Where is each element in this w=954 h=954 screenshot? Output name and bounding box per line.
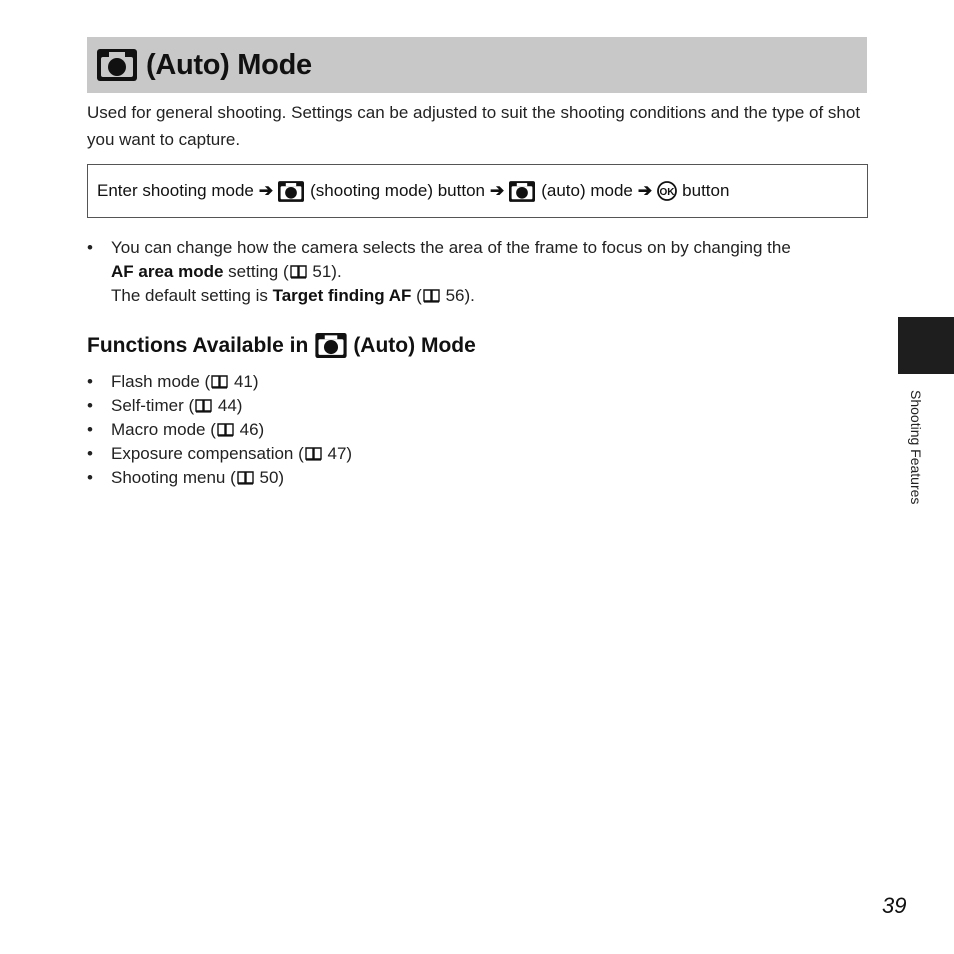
function-label: Macro mode ( <box>111 420 216 439</box>
ok-button-icon <box>657 181 677 201</box>
function-label: Shooting menu ( <box>111 468 236 487</box>
title-bar <box>87 37 867 93</box>
af-area-mode-term: AF area mode <box>111 262 224 281</box>
book-reference-icon <box>423 288 440 303</box>
bullet-dot: • <box>87 396 93 415</box>
af-note-line1: You can change how the camera selects the area of the frame to focus on by changing the <box>111 238 791 257</box>
function-label: Exposure compensation ( <box>111 444 304 463</box>
bullet-dot: • <box>87 420 93 439</box>
book-reference-icon <box>305 446 322 461</box>
list-item <box>87 236 877 308</box>
function-label: Self-timer ( <box>111 396 195 415</box>
arrow-right-icon: ➔ <box>258 181 274 200</box>
target-finding-af-term: Target finding AF <box>272 286 412 305</box>
list-item <box>87 466 352 490</box>
nav-step-enter-shooting-mode: Enter shooting mode <box>97 181 254 200</box>
list-item <box>87 394 352 418</box>
arrow-right-icon: ➔ <box>637 181 653 200</box>
book-reference-icon <box>195 398 212 413</box>
af-note-default: The default setting is <box>111 286 268 305</box>
function-page-ref[interactable]: 46) <box>239 420 265 439</box>
nav-step-shooting-mode-button: (shooting mode) button <box>310 181 485 200</box>
function-label: Flash mode ( <box>111 372 211 391</box>
functions-list <box>87 370 352 490</box>
svg-text:OK: OK <box>659 187 675 198</box>
camera-icon <box>97 49 137 81</box>
af-area-note <box>87 236 877 308</box>
function-page-ref[interactable]: 41) <box>233 372 259 391</box>
function-page-ref[interactable]: 44) <box>217 396 243 415</box>
nav-step-ok-button: button <box>682 181 730 200</box>
section-heading <box>87 333 476 358</box>
book-reference-icon <box>211 374 228 389</box>
page-number: 39 <box>882 893 907 918</box>
list-item <box>87 442 352 466</box>
af-note-setting: setting ( <box>228 262 289 281</box>
section-heading-pre: Functions Available in <box>87 333 309 357</box>
function-page-ref[interactable]: 47) <box>327 444 353 463</box>
af-note-ref2[interactable]: 56). <box>445 286 475 305</box>
section-tab-label: Shooting Features <box>908 390 924 505</box>
book-reference-icon <box>217 422 234 437</box>
camera-icon <box>509 181 535 202</box>
bullet-dot: • <box>87 372 93 391</box>
arrow-right-icon: ➔ <box>489 181 505 200</box>
camera-icon <box>278 181 304 202</box>
book-reference-icon <box>237 470 254 485</box>
intro-paragraph: Used for general shooting. Settings can be adjusted to suit the shooting conditions and the type of shot you want to capture. <box>87 103 861 149</box>
section-tab-marker <box>898 317 954 374</box>
page-title: (Auto) Mode <box>146 48 312 81</box>
section-heading-post: (Auto) Mode <box>353 333 476 357</box>
book-reference-icon <box>290 264 307 279</box>
bullet-dot: • <box>87 238 93 257</box>
navigation-path-box <box>87 164 868 218</box>
af-note-paren: ( <box>416 286 422 305</box>
function-page-ref[interactable]: 50) <box>259 468 285 487</box>
af-note-ref1[interactable]: 51). <box>312 262 342 281</box>
list-item <box>87 370 352 394</box>
list-item <box>87 418 352 442</box>
nav-step-auto-mode: (auto) mode <box>541 181 633 200</box>
bullet-dot: • <box>87 444 93 463</box>
camera-icon <box>315 333 347 358</box>
bullet-dot: • <box>87 468 93 487</box>
